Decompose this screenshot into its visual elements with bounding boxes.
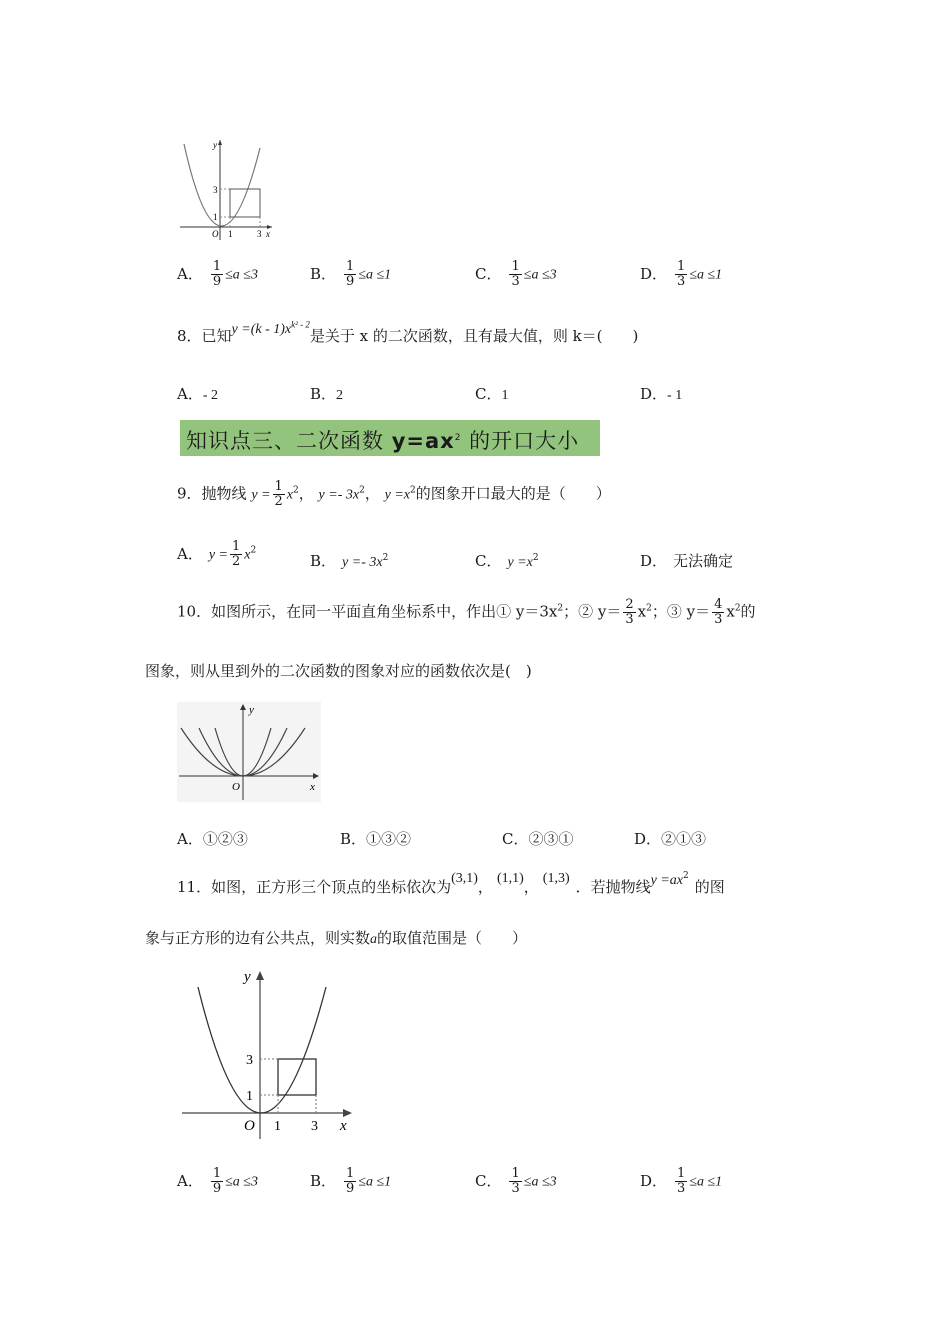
q8-stem: 8．已知$y =(k - 1)x^{k^2 - 2}$是关于 x 的二次函数，且有最大值，则 k＝( ) (177, 319, 639, 345)
q11-stem-line1: 11．如图，正方形三个顶点的坐标依次为(3,1)， (1,1)， (1,3) ．若抛物线$y =ax^2$的图 (177, 871, 725, 896)
q8-option-b[interactable]: B．2 (310, 385, 344, 403)
q7-option-d[interactable]: D． $\frac{1}{3}$ ≤a ≤1 (640, 259, 723, 289)
q11-x-label: x (340, 1118, 347, 1134)
q7-x-label: x (266, 229, 270, 239)
q7-option-b[interactable]: B． $\frac{1}{9}$ ≤a ≤1 (310, 259, 392, 289)
q10-y-label: y (249, 704, 254, 716)
q10-figure (177, 702, 321, 802)
q7-x-tick: 3 (257, 229, 262, 239)
q10-option-c[interactable]: C．②③① (502, 830, 574, 848)
q11-x-tick: 1 (274, 1119, 281, 1134)
q8-option-d[interactable]: D．- 1 (640, 385, 683, 403)
q9-option-c[interactable]: C． $y =x^2$ (475, 552, 539, 570)
q10-option-b[interactable]: B．①③② (340, 830, 412, 848)
q7-origin-label: O (212, 229, 219, 239)
q11-x-tick: 3 (311, 1119, 318, 1134)
q11-y-label: y (244, 969, 251, 985)
q10-stem-line2: 图象，则从里到外的二次函数的图象对应的函数依次是( ) (145, 662, 532, 680)
q7-option-a[interactable]: A． $\frac{1}{9}$ ≤a ≤3 (177, 259, 258, 289)
q9-stem: 9．抛物线 y = $\frac{1}{2}$ $x^2$， $y =- 3x^2$， $y =x^2$的图象开口最大的是（ ） (177, 479, 611, 509)
q9-option-b[interactable]: B． $y =- 3x^2$ (310, 552, 389, 570)
q8-option-a[interactable]: A．- 2 (177, 385, 219, 403)
q11-stem-line2: 象与正方形的边有公共点，则实数a的取值范围是（ ） (145, 929, 528, 947)
q7-figure (176, 136, 276, 242)
q8-option-c[interactable]: C．1 (475, 385, 509, 403)
q11-y-tick: 3 (246, 1053, 253, 1068)
q11-figure (180, 965, 355, 1145)
q7-option-c[interactable]: C． $\frac{1}{3}$ ≤a ≤3 (475, 259, 557, 289)
q11-y-tick: 1 (246, 1089, 253, 1104)
q9-option-d[interactable]: D． 无法确定 (640, 552, 734, 570)
q11-option-c[interactable]: C． $\frac{1}{3}$ ≤a ≤3 (475, 1166, 557, 1196)
q11-option-b[interactable]: B． $\frac{1}{9}$ ≤a ≤1 (310, 1166, 392, 1196)
q10-stem-line1: 10．如图所示，在同一平面直角坐标系中，作出① $y=3x^2$；② y＝ $\frac{2}{3}$ $x^2$；③ y＝ $\frac{4}{3}$ $x^2$的 (177, 597, 756, 627)
q10-option-d[interactable]: D．②①③ (634, 830, 707, 848)
q11-origin-label: O (244, 1118, 255, 1134)
q7-y-tick: 3 (213, 185, 218, 195)
q7-y-label: y (213, 140, 217, 150)
q7-y-tick: 1 (213, 212, 218, 222)
section-banner: 知识点三、二次函数 $y=ax^2$ 的开口大小 (180, 420, 600, 456)
q9-option-a[interactable]: A． y = $\frac{1}{2}$ $x^2$ (177, 539, 257, 569)
q11-option-a[interactable]: A． $\frac{1}{9}$ ≤a ≤3 (177, 1166, 258, 1196)
q10-x-label: x (310, 781, 315, 793)
q10-option-a[interactable]: A．①②③ (177, 830, 248, 848)
q11-option-d[interactable]: D． $\frac{1}{3}$ ≤a ≤1 (640, 1166, 723, 1196)
q10-origin-label: O (232, 781, 240, 793)
q7-x-tick: 1 (228, 229, 233, 239)
